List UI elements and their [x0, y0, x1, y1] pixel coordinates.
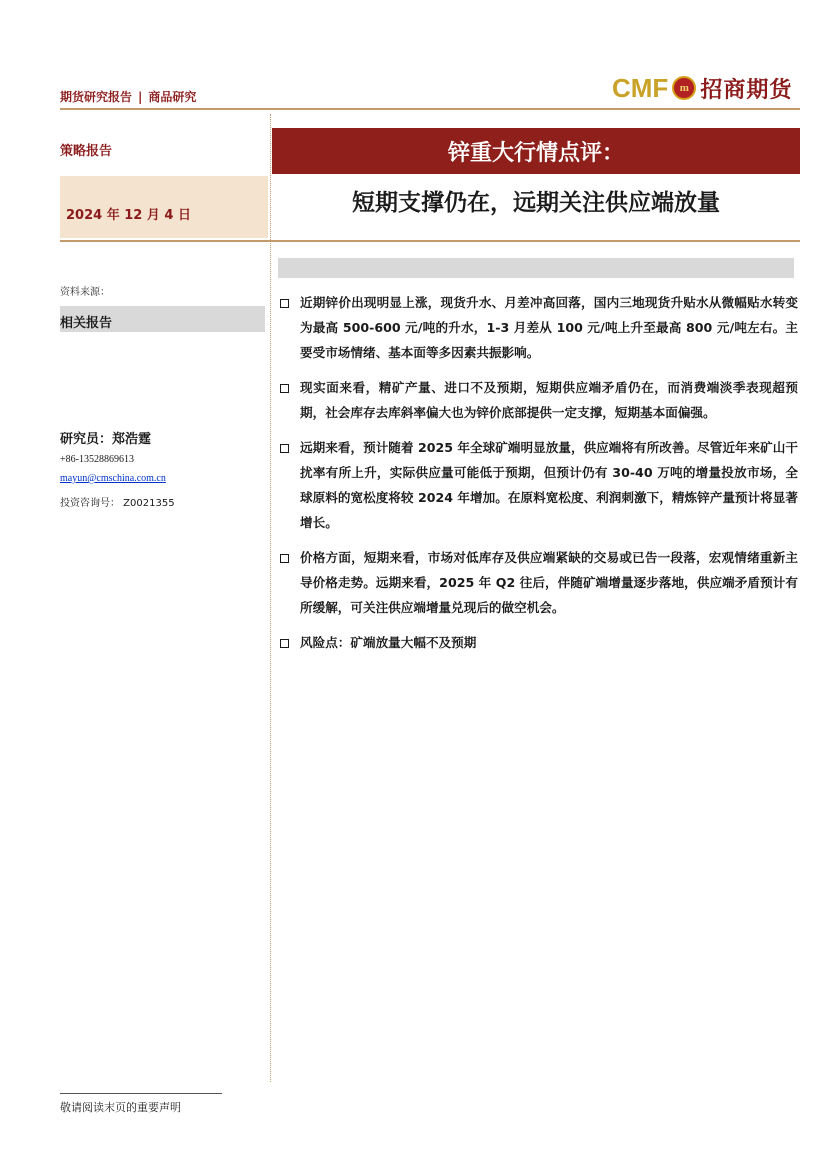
bullet-text: 近期锌价出现明显上涨，现货升水、月差冲高回落，国内三地现货升贴水从微幅贴水转变为最高 500-600 元/吨的升水，1-3 月差从 100 元/吨上升至最高 800 元/吨左右。主要受市场情绪、基本面等多因素共振影响。: [300, 295, 798, 360]
list-item: [278, 375, 798, 425]
checkbox-square-icon: [280, 639, 289, 648]
column-divider: [270, 114, 271, 1082]
related-reports-heading: 相关报告: [60, 316, 113, 331]
report-title: 锌重大行情点评：: [447, 140, 624, 166]
source-label: 资料来源：: [60, 287, 110, 298]
category-label: 期货研究报告: [60, 90, 133, 104]
list-item: [278, 545, 798, 620]
list-item: [278, 435, 798, 535]
cmf-emblem-icon: m: [672, 76, 696, 100]
footer-divider: [60, 1093, 222, 1094]
researcher-email-link[interactable]: mayun@cmschina.com.cn: [60, 473, 166, 484]
list-item: [278, 290, 798, 365]
checkbox-square-icon: [280, 444, 289, 453]
logo-latin-text: CMF: [612, 72, 669, 103]
category-separator: |: [138, 90, 143, 104]
report-subtitle: 短期支撑仍在，远期关注供应端放量: [352, 190, 720, 216]
bullet-text: 价格方面，短期来看，市场对低库存及供应端紧缺的交易或已告一段落，宏观情绪重新主导价格走势。远期来看，2025 年 Q2 往后，伴随矿端增量逐步落地，供应端矛盾预计有所缓解，可关注供应端增量兑现后的做空机会。: [300, 550, 798, 615]
bullet-text: 远期来看，预计随着 2025 年全球矿端明显放量，供应端将有所改善。尽管近年来矿山干扰率有所上升，实际供应量可能低于预期，但预计仍有 30-40 万吨的增量投放市场，全球原料的宽松度将较 2024 年增加。在原料宽松度、利润刺激下，精炼锌产量预计将显著增长。: [300, 440, 798, 530]
researcher-name: 研究员：郑浩霆: [60, 432, 152, 447]
list-item: [278, 630, 798, 655]
report-type: 策略报告: [60, 144, 113, 159]
report-category: [60, 88, 196, 105]
bullet-text: 现实面来看，精矿产量、进口不及预期，短期供应端矛盾仍在，而消费端淡季表现超预期，社会库存去库斜率偏大也为锌价底部提供一定支撑，短期基本面偏强。: [300, 380, 798, 420]
subcategory-label: 商品研究: [148, 90, 197, 104]
checkbox-square-icon: [280, 299, 289, 308]
researcher-phone: +86-13528869613: [60, 454, 134, 465]
header-divider: [60, 108, 800, 110]
report-date: 2024 年 12 月 4 日: [66, 208, 191, 223]
title-divider: [60, 240, 800, 242]
logo-chinese-text: 招商期货: [700, 77, 793, 103]
key-points-list: [278, 290, 798, 665]
title-bar: [272, 128, 800, 174]
disclaimer-note: 敬请阅读末页的重要声明: [60, 1101, 181, 1114]
company-logo: [612, 72, 800, 104]
bullet-text: 风险点：矿端放量大幅不及预期: [300, 635, 477, 650]
checkbox-square-icon: [280, 554, 289, 563]
license-number: 投资咨询号： Z0021355: [60, 498, 175, 509]
checkbox-square-icon: [280, 384, 289, 393]
summary-header-bar: [278, 258, 794, 278]
